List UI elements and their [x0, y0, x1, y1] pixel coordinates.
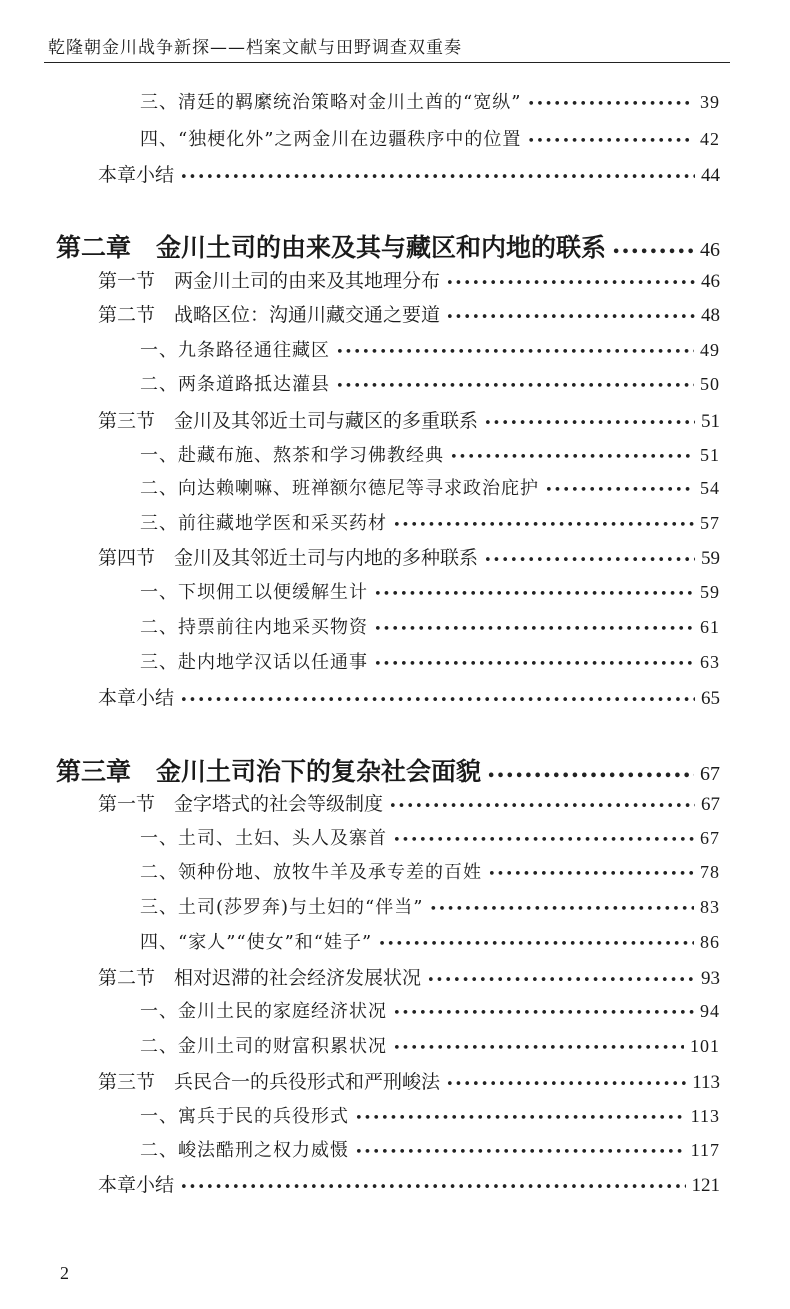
toc-entry-page: 86	[700, 932, 720, 952]
toc-entry-page: 59	[700, 582, 720, 602]
dot-leader	[374, 622, 694, 637]
toc-entry-title: 三、赴内地学汉话以任通事	[140, 652, 368, 673]
toc-entry-summary	[98, 160, 720, 187]
dot-leader	[446, 1077, 686, 1092]
toc-entry-page: 113	[692, 1072, 720, 1093]
toc-entry-sub	[140, 370, 720, 396]
toc-entry-summary	[98, 683, 720, 710]
toc-entry-title: 第四节 金川及其邻近土司与内地的多种联系	[98, 547, 479, 569]
toc-entry-title: 第三节 兵民合一的兵役形式和严刑峻法	[98, 1071, 441, 1093]
toc-entry-title: 第二节 战略区位：沟通川藏交通之要道	[98, 304, 441, 326]
toc-entry-chapter	[56, 228, 720, 264]
toc-entry-sub	[140, 824, 720, 850]
toc-entry-title: 二、两条道路抵达灌县	[140, 374, 330, 395]
toc-entry-page: 59	[701, 548, 720, 569]
dot-leader	[393, 833, 694, 848]
toc-entry-section	[98, 789, 720, 816]
toc-entry-page: 57	[700, 513, 720, 533]
dot-leader	[374, 587, 694, 602]
toc-entry-page: 67	[701, 794, 720, 815]
dot-leader	[488, 867, 694, 882]
toc-entry-sub	[140, 441, 720, 467]
toc-entry-title: 三、前往藏地学医和采买药材	[140, 513, 387, 534]
toc-entry-sub	[140, 893, 720, 919]
header-rule	[44, 62, 730, 63]
dot-leader	[355, 1111, 685, 1126]
toc-entry-section	[98, 543, 720, 570]
toc-entry-title: 本章小结	[98, 164, 175, 186]
toc-entry-title: 第三节 金川及其邻近土司与藏区的多重联系	[98, 410, 479, 432]
page-number: 2	[60, 1263, 69, 1283]
toc-entry-page: 101	[690, 1036, 720, 1056]
toc-entry-sub	[140, 125, 720, 151]
dot-leader	[545, 483, 694, 498]
toc-entry-title: 四、“独梗化外”之两金川在边疆秩序中的位置	[140, 129, 522, 150]
toc-entry-section	[98, 266, 720, 293]
dot-leader	[484, 416, 695, 431]
toc-entry-title: 第一节 金字塔式的社会等级制度	[98, 793, 384, 815]
toc-entry-page: 46	[701, 271, 720, 292]
dot-leader	[180, 1180, 685, 1195]
dot-leader	[393, 1006, 694, 1021]
dot-leader	[527, 134, 694, 149]
toc-entry-sub	[140, 1102, 720, 1128]
dot-leader	[393, 1041, 684, 1056]
toc-entry-page: 44	[701, 165, 720, 186]
toc-entry-page: 94	[700, 1001, 720, 1021]
toc-entry-page: 48	[701, 305, 720, 326]
toc-entry-page: 39	[700, 92, 720, 112]
toc-entry-page: 83	[700, 897, 720, 917]
dot-leader	[612, 245, 694, 260]
toc-entry-section	[98, 963, 720, 990]
dot-leader	[429, 902, 694, 917]
dot-leader	[446, 276, 695, 291]
dot-leader	[378, 937, 694, 952]
toc-entry-sub	[140, 1136, 720, 1162]
toc-entry-title: 第三章 金川土司治下的复杂社会面貌	[56, 757, 482, 786]
dot-leader	[336, 379, 694, 394]
toc-entry-title: 二、领种份地、放牧牛羊及承专差的百姓	[140, 862, 482, 883]
dot-leader	[450, 450, 694, 465]
toc-entry-title: 第二节 相对迟滞的社会经济发展状况	[98, 967, 422, 989]
toc-entry-page: 113	[690, 1106, 720, 1126]
toc-entry-title: 一、下坝佣工以便缓解生计	[140, 582, 368, 603]
toc-entry-title: 三、土司(莎罗奔)与土妇的“伴当”	[140, 897, 424, 918]
toc-entry-page: 121	[691, 1175, 720, 1196]
toc-entry-section	[98, 1067, 720, 1094]
dot-leader	[389, 799, 695, 814]
dot-leader	[374, 657, 694, 672]
dot-leader	[427, 973, 695, 988]
toc-entry-title: 一、九条路径通往藏区	[140, 340, 330, 361]
toc-entry-title: 第一节 两金川土司的由来及其地理分布	[98, 270, 441, 292]
dot-leader	[393, 518, 694, 533]
toc-entry-title: 一、赴藏布施、熬茶和学习佛教经典	[140, 445, 444, 466]
toc-entry-page: 117	[690, 1140, 720, 1160]
toc-entry-title: 本章小结	[98, 1174, 175, 1196]
toc-entry-page: 51	[701, 411, 720, 432]
toc-entry-sub	[140, 997, 720, 1023]
toc-entry-chapter	[56, 752, 720, 788]
toc-entry-sub	[140, 613, 720, 639]
toc-entry-title: 二、持票前往内地采买物资	[140, 617, 368, 638]
toc-entry-title: 一、金川土民的家庭经济状况	[140, 1001, 387, 1022]
running-header: 乾隆朝金川战争新探——档案文献与田野调查双重奏	[48, 38, 462, 58]
dot-leader	[180, 693, 695, 708]
toc-entry-page: 54	[700, 478, 720, 498]
dot-leader	[487, 769, 694, 784]
toc-entry-title: 二、峻法酷刑之权力威慑	[140, 1140, 349, 1161]
toc-entry-title: 一、寓兵于民的兵役形式	[140, 1106, 349, 1127]
toc-entry-sub	[140, 1032, 720, 1058]
dot-leader	[180, 170, 695, 185]
toc-entry-page: 50	[700, 374, 720, 394]
toc-entry-title: 二、金川土司的财富积累状况	[140, 1036, 387, 1057]
toc-entry-title: 一、土司、土妇、头人及寨首	[140, 828, 387, 849]
dot-leader	[527, 97, 694, 112]
toc-entry-sub	[140, 336, 720, 362]
toc-entry-sub	[140, 578, 720, 604]
toc-entry-page: 93	[701, 968, 720, 989]
toc-entry-page: 46	[700, 239, 720, 261]
toc-entry-sub	[140, 474, 720, 500]
toc-entry-page: 49	[700, 340, 720, 360]
toc-entry-sub	[140, 509, 720, 535]
dot-leader	[446, 310, 695, 325]
toc-entry-page: 67	[700, 763, 720, 785]
toc-entry-sub	[140, 648, 720, 674]
toc-entry-title: 四、“家人”“使女”和“娃子”	[140, 932, 373, 953]
toc-entry-title: 第二章 金川土司的由来及其与藏区和内地的联系	[56, 233, 607, 262]
toc-entry-title: 二、向达赖喇嘛、班禅额尔德尼等寻求政治庇护	[140, 478, 539, 499]
toc-entry-page: 78	[700, 862, 720, 882]
toc-entry-page: 42	[700, 129, 720, 149]
toc-entry-section	[98, 300, 720, 327]
dot-leader	[355, 1145, 685, 1160]
toc-entry-section	[98, 406, 720, 433]
dot-leader	[336, 345, 694, 360]
toc-entry-sub	[140, 928, 720, 954]
toc-entry-page: 51	[700, 445, 720, 465]
toc-entry-title: 三、清廷的羁縻统治策略对金川土酋的“宽纵”	[140, 92, 522, 113]
toc-entry-page: 63	[700, 652, 720, 672]
toc-entry-page: 65	[701, 688, 720, 709]
toc-entry-page: 61	[700, 617, 720, 637]
toc-entry-sub	[140, 858, 720, 884]
toc-entry-sub	[140, 88, 720, 114]
toc-entry-summary	[98, 1170, 720, 1197]
toc-entry-page: 67	[700, 828, 720, 848]
toc-entry-title: 本章小结	[98, 687, 175, 709]
dot-leader	[484, 553, 695, 568]
